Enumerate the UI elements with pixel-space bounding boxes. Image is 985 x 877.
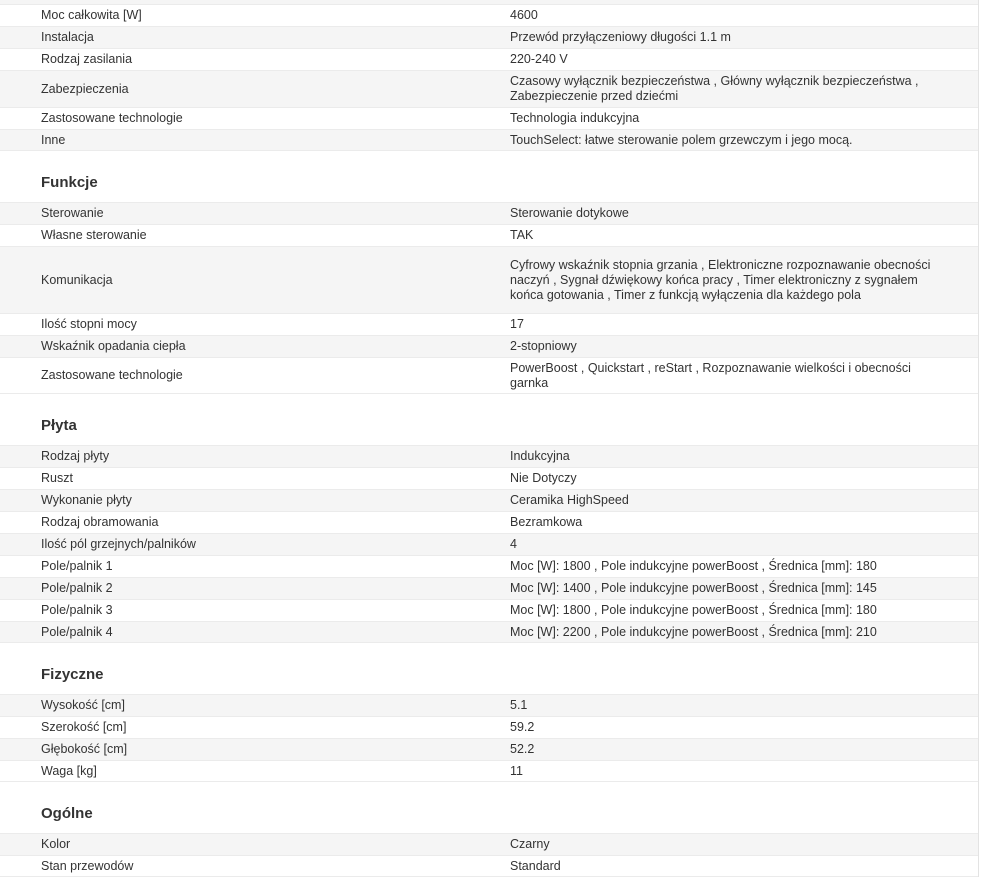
- spec-label: Własne sterowanie: [41, 228, 147, 242]
- spec-row: [0, 202, 978, 224]
- spec-row: [0, 489, 978, 511]
- spec-value: Moc [W]: 1800 , Pole indukcyjne powerBoost , Średnica [mm]: 180: [510, 603, 877, 617]
- spec-row: [0, 855, 978, 877]
- spec-value: TouchSelect: łatwe sterowanie polem grzewczym i jego mocą.: [510, 132, 853, 147]
- spec-row: [0, 716, 978, 738]
- spec-row: [0, 246, 978, 313]
- spec-label: [0, 0, 510, 1]
- spec-row: [0, 738, 978, 760]
- spec-value: 4: [510, 537, 517, 551]
- spec-table: [0, 445, 978, 643]
- spec-table: [0, 0, 978, 151]
- spec-label: Pole/palnik 4: [41, 624, 113, 639]
- spec-value: Ceramika HighSpeed: [510, 493, 629, 507]
- spec-value: Cyfrowy wskaźnik stopnia grzania , Elektroniczne rozpoznawanie obecności naczyń , Sygnał dźwiękowy końca pracy , Timer elektroniczny z sygnałem końca gotowania , Timer z funkcją wyłączenia dla każdego pola: [510, 257, 931, 302]
- spec-label: Wykonanie płyty: [41, 493, 132, 507]
- spec-label: Rodzaj obramowania: [41, 515, 159, 529]
- spec-row: [0, 621, 978, 643]
- spec-row: [0, 26, 978, 48]
- spec-value: Przewód przyłączeniowy długości 1.1 m: [510, 30, 731, 44]
- spec-section: [0, 665, 978, 782]
- spec-row: [0, 555, 978, 577]
- spec-value: [510, 0, 950, 3]
- spec-label: Zastosowane technologie: [41, 111, 183, 125]
- spec-value: Nie Dotyczy: [510, 471, 577, 485]
- spec-label: Inne: [41, 132, 66, 147]
- spec-row: [0, 129, 978, 151]
- spec-section: [0, 804, 978, 877]
- spec-row: [0, 70, 978, 107]
- spec-label: Kolor: [41, 837, 71, 851]
- spec-row: [0, 48, 978, 70]
- spec-row: [0, 445, 978, 467]
- spec-label: Zastosowane technologie: [41, 368, 183, 382]
- spec-value: Czarny: [510, 837, 550, 851]
- spec-table: [0, 833, 978, 877]
- spec-row: [0, 599, 978, 621]
- spec-row: [0, 533, 978, 555]
- spec-label: Ruszt: [41, 471, 73, 485]
- spec-value: 52.2: [510, 742, 535, 756]
- spec-section: [0, 416, 978, 643]
- spec-label: Komunikacja: [41, 272, 113, 287]
- spec-row: [0, 335, 978, 357]
- spec-value: 17: [510, 317, 524, 331]
- section-title: Fizyczne: [41, 666, 104, 683]
- spec-label: Waga [kg]: [41, 763, 97, 778]
- spec-label: Rodzaj płyty: [41, 449, 110, 463]
- spec-label: Szerokość [cm]: [41, 720, 127, 734]
- spec-row: [0, 694, 978, 716]
- spec-label: Głębokość [cm]: [41, 742, 128, 756]
- spec-row: [0, 511, 978, 533]
- section-title: Ogólne: [41, 805, 93, 822]
- spec-row: [0, 4, 978, 26]
- spec-value: PowerBoost , Quickstart , reStart , Rozpoznawanie wielkości i obecności garnka: [510, 360, 911, 390]
- spec-value: 5.1: [510, 698, 528, 712]
- spec-value: Standard: [510, 858, 561, 873]
- spec-label: Moc całkowita [W]: [41, 8, 142, 22]
- section-title: Płyta: [41, 417, 77, 434]
- spec-value: Technologia indukcyjna: [510, 111, 640, 125]
- spec-label: Stan przewodów: [41, 858, 134, 873]
- spec-value: 2-stopniowy: [510, 339, 577, 353]
- spec-value: 11: [510, 763, 523, 778]
- spec-label: Ilość stopni mocy: [41, 317, 137, 331]
- spec-row: [0, 224, 978, 246]
- spec-section: [0, 0, 978, 151]
- spec-label: Rodzaj zasilania: [41, 52, 133, 66]
- spec-row: [0, 107, 978, 129]
- spec-value: Sterowanie dotykowe: [510, 206, 629, 220]
- spec-section: [0, 173, 978, 394]
- spec-row: [0, 833, 978, 855]
- spec-label: Wysokość [cm]: [41, 698, 125, 712]
- spec-value: Bezramkowa: [510, 515, 583, 529]
- spec-label: Pole/palnik 1: [41, 559, 113, 573]
- spec-value: Moc [W]: 1800 , Pole indukcyjne powerBoost , Średnica [mm]: 180: [510, 559, 877, 573]
- spec-label: Pole/palnik 2: [41, 581, 113, 595]
- spec-value: Moc [W]: 2200 , Pole indukcyjne powerBoost , Średnica [mm]: 210: [510, 624, 877, 639]
- spec-label: Ilość pól grzejnych/palników: [41, 537, 196, 551]
- spec-label: Zabezpieczenia: [41, 81, 129, 96]
- spec-label: Wskaźnik opadania ciepła: [41, 339, 186, 353]
- spec-table: [0, 202, 978, 394]
- spec-value: 59.2: [510, 720, 535, 734]
- spec-row: [0, 577, 978, 599]
- spec-value: 4600: [510, 8, 538, 22]
- spec-label: Sterowanie: [41, 206, 104, 220]
- spec-row: [0, 760, 978, 782]
- spec-value: Moc [W]: 1400 , Pole indukcyjne powerBoost , Średnica [mm]: 145: [510, 581, 877, 595]
- spec-value: Czasowy wyłącznik bezpieczeństwa , Główny wyłącznik bezpieczeństwa , Zabezpieczenie przed dziećmi: [510, 74, 919, 103]
- spec-row: [0, 467, 978, 489]
- spec-row: [0, 313, 978, 335]
- spec-table: [0, 694, 978, 782]
- spec-value: TAK: [510, 228, 534, 242]
- spec-label: Pole/palnik 3: [41, 603, 113, 617]
- spec-value: 220-240 V: [510, 52, 568, 66]
- spec-label: Instalacja: [41, 30, 94, 44]
- section-title: Funkcje: [41, 174, 98, 191]
- spec-value: Indukcyjna: [510, 449, 570, 463]
- spec-row: [0, 357, 978, 394]
